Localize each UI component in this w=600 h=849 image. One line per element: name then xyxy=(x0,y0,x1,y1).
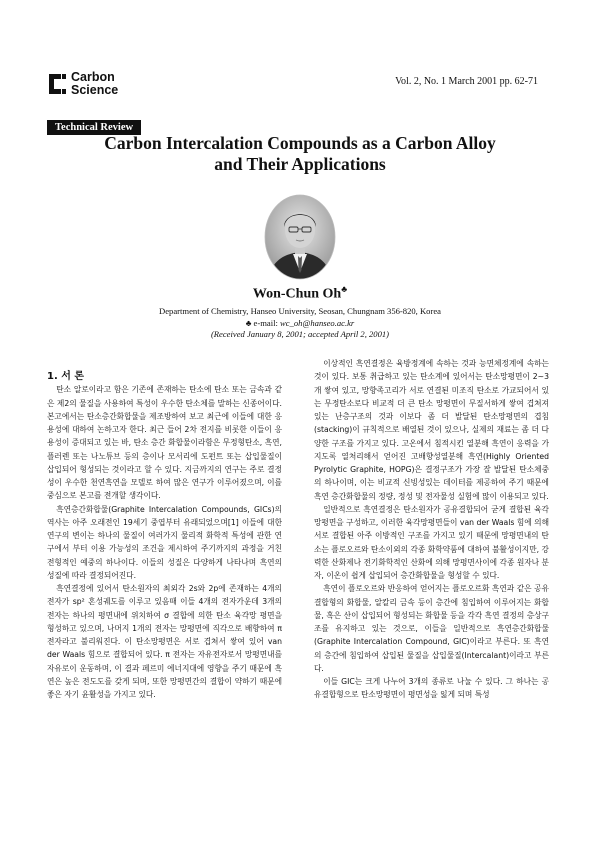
author-mark-icon: ♣ xyxy=(341,284,348,294)
paragraph: 흑연층간화합물(Graphite Intercalation Compounds, GICs)의 역사는 아주 오래전인 19세기 중엽부터 유래되었으며[1] 이들에 대한 연구의 변이는 하나의 물질이 여러가지 물리적 화학적 특성에 관한 연구에서 부터 이용 가능성의 조건을 제시하여 주기까지의 과정을 거친 전형적인 예중의 하나이다. 이들의 성질은 다양하게 나타나며 흑연의 성질에 따라 결정되어진다. xyxy=(47,504,282,580)
section-heading: 1. 서 론 xyxy=(47,371,85,382)
journal-reference: Vol. 2, No. 1 March 2001 pp. 62-71 xyxy=(395,76,538,87)
category-badge: Technical Review xyxy=(47,120,141,135)
body-left-column xyxy=(47,370,282,701)
article-title xyxy=(40,133,560,175)
paragraph: 흑연이 플로오르와 반응하여 얻어지는 플로오르화 흑연과 같은 공유결합형의 화합물, 알칼리 금속 등이 층간에 침입하여 이루어지는 화합물, 혹은 산이 삽입되어 형성되는 화합물 등을 각각 흑연 결정의 층상구조를 유지하고 있는 것으로, 이들을 일반적으로 흑연층간화합물(Graphite Intercalation Compound, GIC)이라고 부른다. 또 흑연의 층간에 침입하여 삽입된 물질을 삽입물질(Intercalant)이라고 부른다. xyxy=(314,584,549,673)
paragraph: 일반적으로 흑연결정은 탄소원자가 공유결합되어 굳게 결합된 육각망평면을 구성하고, 이러한 육각망평면들이 van der Waals 힘에 의해 서로 결합된 아주 이방적인 구조를 가지고 있기 때문에 망평면내의 탄소는 플로오르와 탄소이외의 각종 화학약품에 대하여 불활성이지만, 강력한 산화제나 전기화학적인 산화에 의해 망평면사이에 각종 원자나 분자, 이온이 쉽게 삽입되어 층간화합물을 형성할 수 있다. xyxy=(314,504,549,580)
received-dates: (Received January 8, 2001; accepted April 2, 2001) xyxy=(210,329,390,339)
paragraph: 흑연결정에 있어서 탄소원자의 최외각 2s와 2p에 존재하는 4개의 전자가 sp² 혼성궤도를 이루고 있음때 이들 4개의 전자가운데 3개의 전자는 하나의 평면내에 위치하여 σ 결합에 의한 탄소 육각망 평면을 형성하고 있으며, 나머지 1개의 전자는 망평면에 직각으로 배향하여 π 전자라고 불리워진다. 이 탄소망평면은 서로 겹쳐서 쌓여 있어 van der Waals 힘으로 결합되어 있다. π 전자는 자유전자로서 망평면내를 자유로이 운동하며, 이 결과 페르미 에너지대에 영향을 주기 때문에 흑연은 높은 전도도를 갖게 되며, 또한 망평면간의 결합이 약하기 때문에 좋은 자기 윤활성을 가지고 있다. xyxy=(47,584,282,699)
email-line xyxy=(0,318,600,330)
email-address[interactable]: wc_oh@hanseo.ac.kr xyxy=(280,317,355,328)
carbon-logo-icon xyxy=(47,70,67,98)
author-affiliation-block xyxy=(0,306,600,341)
paragraph: 탄소 알로이라고 함은 기존에 존재하는 탄소에 탄소 또는 금속과 같은 제2의 물질을 사용하여 특성이 우수한 탄소체를 말하는 신종어이다. 본고에서는 탄소층간화합물을 제조방하여 보고 최근에 이들에 대한 응용성에 대하여 논하고자 한다. 최근 들어 2차 전지를 비롯한 이들이 응용성이 증대되고 있는 바, 탄소 층간 화합물이라함은 무정형탄소, 흑연, 플러렌 또는 나노튜브 등의 층이나 모서리에 도펀트 또는 삽입물질이 삽입되어 형성되는 것이라고 할 수 있다. 지금까지의 연구는 주로 결정성이 우수한 천연흑연을 모델로 하여 많은 연구가 이루어졌으며, 이를 중심으로 본고를 전개할 생각이다. xyxy=(47,385,282,501)
affiliation: Department of Chemistry, Hanseo University, Seosan, Chungnam 356-820, Korea xyxy=(159,306,441,316)
email-mark-icon: ♣ xyxy=(245,317,252,328)
email-label: e-mail: xyxy=(253,317,278,328)
journal-name-line2: Science xyxy=(71,83,119,97)
journal-logo xyxy=(47,70,118,98)
article-title-line1: Carbon Intercalation Compounds as a Carbon Alloy xyxy=(104,133,496,153)
journal-name-line1: Carbon xyxy=(71,70,115,84)
article-title-line2: and Their Applications xyxy=(214,154,386,174)
paragraph: 이들 GIC는 크게 나누어 3개의 종류로 나눌 수 있다. 그 하나는 공유결합형으로 탄소망평면이 평면성을 잃게 되며 특성 xyxy=(314,677,549,700)
body-right-column xyxy=(314,357,549,702)
paragraph: 이상적인 흑연결정은 육방정계에 속하는 것과 능면체정계에 속하는 것이 있다. 보통 취급하고 있는 탄소계에 있어서는 탄소망평면이 2~3개 쌓여 있고, 망향족고리가 서로 연결된 미조직 탄소로 가교되어서 있는 무정탄소로다 비교적 더 큰 탄소 망평면이 무질서하게 쌓여 겹쳐져 있는 난층구조의 것과 이보다 좀 더 발달된 탄소망평면의 겹침(stacking)이 규칙적으로 배열된 것이 있으나, 실제의 재료는 좀 더 다양한 구조를 가지고 있다. 고온에서 침적시킨 열분해 흑연이 응력을 가지도록 열처리해서 얻어진 고배향성열분해 흑연(Highly Oriented Pyrolytic Graphite, HOPG)은 결정구조가 가장 잘 발달된 탄소체중의 하나이며, 이는 비교적 신빙성있는 데이터를 제공하여 주기 때문에 흑연 층간화합물의 정량, 정성 및 전자물성 실험에 많이 이용되고 있다. xyxy=(314,359,549,501)
author-name-text: Won-Chun Oh xyxy=(252,286,342,302)
author-name xyxy=(0,284,600,303)
author-portrait xyxy=(264,194,336,280)
journal-name xyxy=(71,71,118,97)
